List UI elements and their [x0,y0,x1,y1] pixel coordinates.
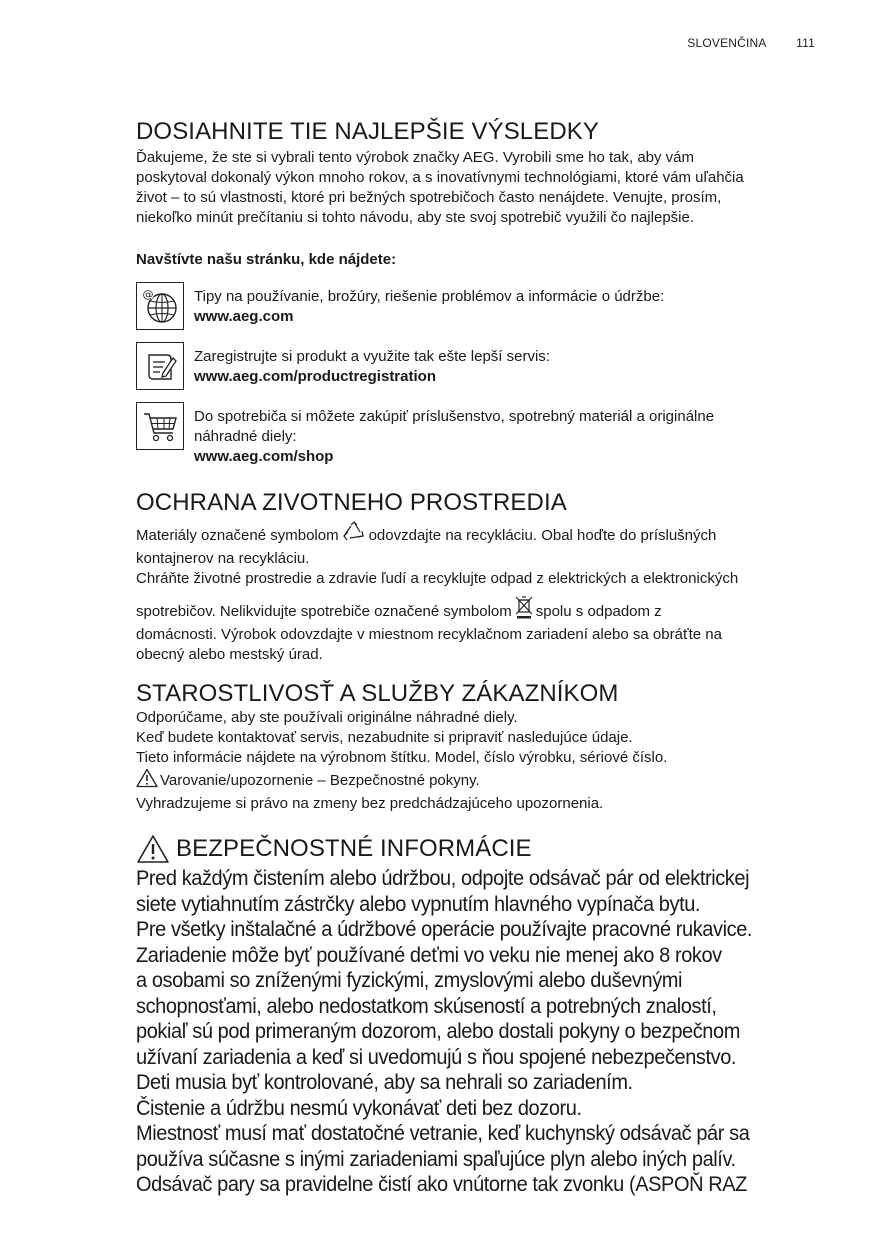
environment-section [136,489,826,665]
care-line: Vyhradzujeme si právo na zmeny bez predchádzajúceho upozornenia. [136,795,604,812]
link-row-shop [136,402,826,467]
results-section [136,118,826,467]
safety-line: Zariadenie môže byť používané deťmi vo veku nie menej ako 8 rokov [136,942,722,967]
safety-line: Čistenie a údržbu nesmú vykonávať deti bez dozoru. [136,1095,582,1120]
globe-icon [136,282,184,330]
safety-line: Deti musia byť kontrolované, aby sa nehrali so zariadením. [136,1070,633,1094]
care-line: Tieto informácie nájdete na výrobnom štítku. Model, číslo výrobku, sériové číslo. [136,749,668,766]
recycle-icon [342,521,366,549]
safety-line: pokiaľ sú pod primeraným dozorom, alebo dostali pokyny o bezpečnom [136,1019,740,1043]
shopping-cart-icon [136,402,184,450]
visit-label: Navštívte našu stránku, kde nájdete: [136,251,397,268]
intro-line: Ďakujeme, že ste si vybrali tento výrobok značky AEG. Vyrobili sme ho tak, aby vám [136,149,695,166]
safety-line: používa súčasne s inými zariadeniami spaľujúce plyn alebo iných palív. [136,1146,736,1171]
care-section [136,680,826,814]
registration-link[interactable]: www.aeg.com/productregistration [194,368,436,385]
environment-line: Materiály označené symbolom odovzdajte na recykláciu. Obal hoďte do príslušných [136,521,826,549]
safety-line: Miestnosť musí mať dostatočné vetranie, keď kuchynský odsávač pár sa [136,1121,750,1145]
care-line: Keď budete kontaktovať servis, nezabudnite si pripraviť nasledujúce údaje. [136,729,633,746]
section-title: STAROSTLIVOSŤ A SLUŽBY ZÁKAZNÍKOM [136,680,619,707]
safety-line: užívaní zariadenia a keď si uvedomujú s ňou spojené nebezpečenstvo. [136,1044,737,1069]
care-line: Odporúčame, aby ste používali originálne náhradné diely. [136,709,518,726]
warning-icon [136,834,170,864]
intro-line: niekoľko minút prečítaniu si tohto návodu, aby ste svoj spotrebič využili čo najlepšie. [136,209,695,226]
section-title: OCHRANA ZIVOTNEHO PROSTREDIA [136,489,567,516]
section-title: DOSIAHNITE TIE NAJLEPŠIE VÝSLEDKY [136,118,600,145]
link-row-registration [136,342,826,390]
safety-line: Pre všetky inštalačné a údržbové operácie používajte pracovné rukavice. [136,917,753,941]
intro-line: poskytoval dokonalý výkon mnoho rokov, a s inovatívnymi technológiami, ktoré vám uľahčia [136,169,744,186]
link-description: náhradné diely: [194,428,297,445]
link-row-website [136,282,826,330]
safety-line: Odsávač pary sa pravidelne čistí ako vnútorne tak zvonku (ASPOŇ RAZ [136,1172,747,1196]
section-title: BEZPEČNOSTNÉ INFORMÁCIE [136,834,826,864]
environment-line: kontajnerov na recykláciu. [136,550,310,567]
safety-section [136,834,826,1198]
website-link[interactable]: www.aeg.com [194,308,294,325]
link-description: Zaregistrujte si produkt a využite tak ešte lepší servis: [194,348,550,365]
environment-line: spotrebičov. Nelikvidujte spotrebiče označené symbolom spolu s odpadom z [136,595,826,625]
svg-text:@: @ [142,288,154,301]
weee-bin-icon [515,595,533,625]
safety-line: siete vytiahnutím zástrčky alebo vypnutím hlavného vypínača bytu. [136,891,701,916]
page-header [687,36,815,50]
environment-line: obecný alebo mestský úrad. [136,646,323,663]
environment-line: domácnosti. Výrobok odovzdajte v miestnom recyklačnom zariadení alebo sa obráťte na [136,626,722,643]
shop-link[interactable]: www.aeg.com/shop [194,448,334,465]
environment-line: Chráňte životné prostredie a zdravie ľudí a recyklujte odpad z elektrických a elektronických [136,570,739,587]
registration-icon [136,342,184,390]
safety-line: Pred každým čistením alebo údržbou, odpojte odsávač pár od elektrickej [136,866,750,890]
safety-line: a osobami so zníženými fyzickými, zmyslovými alebo duševnými [136,968,683,992]
care-line: Varovanie/upozornenie – Bezpečnostné pokyny. [136,768,826,794]
link-description: Tipy na používanie, brožúry, riešenie problémov a informácie o údržbe: [194,288,665,305]
warning-icon [136,768,158,794]
intro-line: život – to sú vlastnosti, ktoré pri bežných spotrebičoch často nenájdete. Venujte, prosím, [136,189,722,206]
language-label: SLOVENČINA [687,36,767,50]
link-description: Do spotrebiča si môžete zakúpiť príslušenstvo, spotrebný materiál a originálne [194,408,715,425]
safety-line: schopnosťami, alebo nedostatkom skúseností a potrebných znalostí, [136,993,717,1018]
page-number: 111 [796,36,815,50]
